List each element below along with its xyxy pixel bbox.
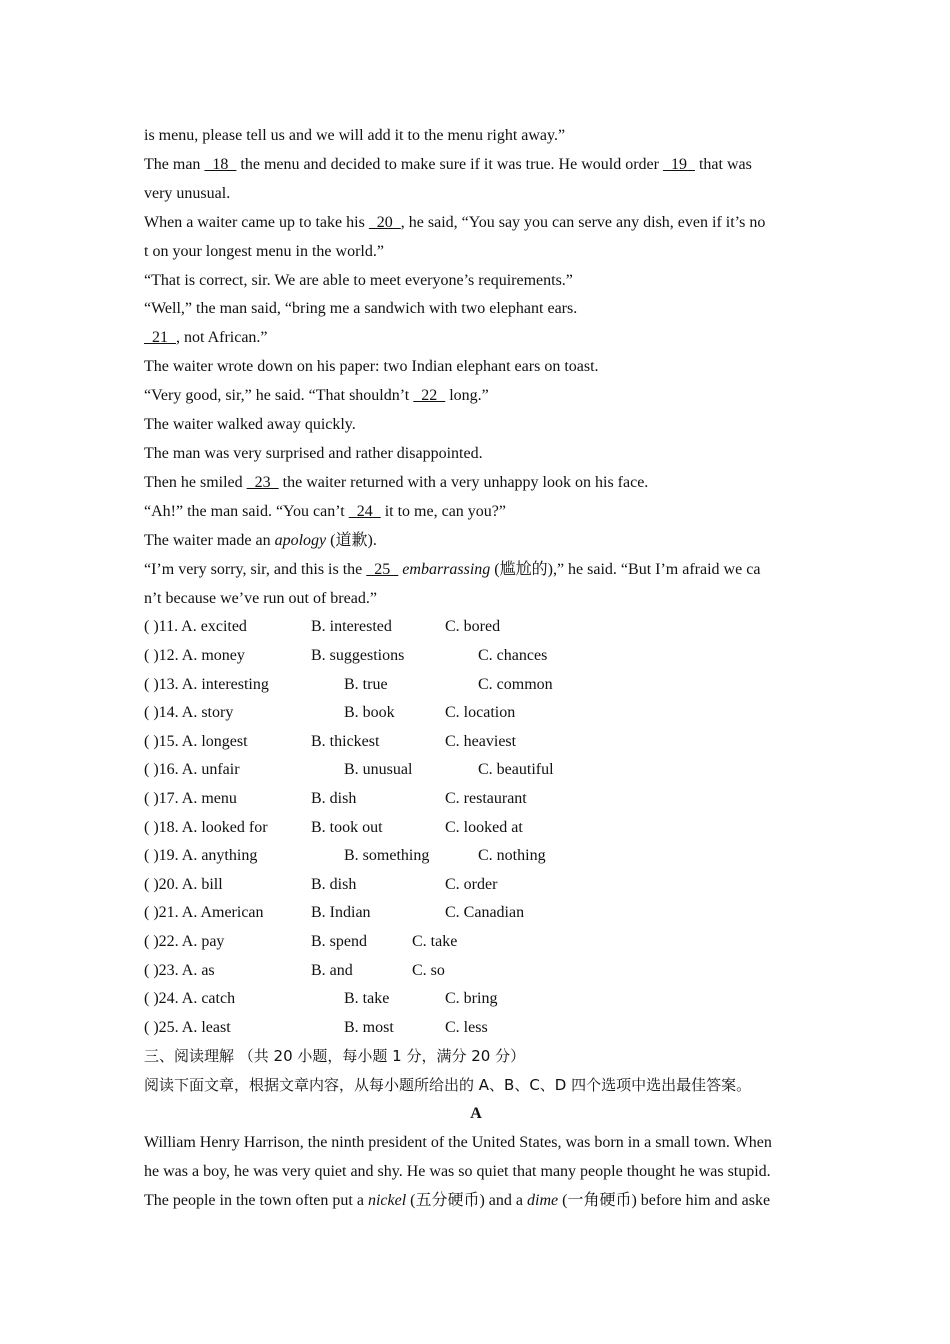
question-stem: ( )23. A. as <box>144 961 215 979</box>
passage-line <box>144 209 808 238</box>
option-c: C. nothing <box>478 847 546 865</box>
question-row <box>144 756 808 785</box>
option-b: B. something <box>344 847 430 865</box>
passage-line: n’t because we’ve run out of bread.” <box>144 589 377 607</box>
text: (道歉). <box>326 531 377 549</box>
passage-line: The waiter wrote down on his paper: two Indian elephant ears on toast. <box>144 358 599 376</box>
text: “Ah!” the man said. “You can’t <box>144 502 349 520</box>
italic-word: apology <box>274 531 327 549</box>
italic-word: embarrassing <box>402 560 491 578</box>
page-content <box>144 122 808 1216</box>
question-row <box>144 928 808 957</box>
question-stem: ( )20. A. bill <box>144 875 223 893</box>
blank-18: 18 <box>204 155 237 173</box>
option-b: B. took out <box>311 818 383 836</box>
text: the menu and decided to make sure if it was true. He would order <box>236 155 663 173</box>
question-row <box>144 842 808 871</box>
question-stem: ( )11. A. excited <box>144 618 247 636</box>
text: The waiter made an <box>144 531 275 549</box>
text: (一角硬币) before him and aske <box>558 1191 771 1209</box>
text: (五分硬币) and a <box>406 1191 528 1209</box>
question-stem: ( )25. A. least <box>144 1018 231 1036</box>
passage-line: is menu, please tell us and we will add it to the menu right away.” <box>144 127 566 144</box>
option-c: C. restaurant <box>445 789 527 807</box>
passage-line: “That is correct, sir. We are able to meet everyone’s requirements.” <box>144 271 573 289</box>
blank-25: 25 <box>366 560 399 578</box>
question-stem: ( )17. A. menu <box>144 789 237 807</box>
question-stem: ( )18. A. looked for <box>144 818 268 836</box>
text: The man <box>144 155 205 173</box>
passage-line <box>144 151 808 180</box>
option-c: C. take <box>412 932 458 950</box>
option-c: C. bring <box>445 990 498 1008</box>
option-b: B. suggestions <box>311 647 405 664</box>
option-b: B. book <box>344 704 395 722</box>
italic-word: nickel <box>367 1191 407 1209</box>
question-row <box>144 985 808 1014</box>
option-b: B. dish <box>311 875 357 893</box>
part-title: A <box>470 1105 482 1123</box>
question-row <box>144 899 808 928</box>
option-b: B. take <box>344 990 390 1008</box>
passage-line <box>144 469 808 498</box>
option-c: C. so <box>412 961 445 979</box>
question-row <box>144 871 808 900</box>
text: (尴尬的),” he said. “But I’m afraid we ca <box>490 560 761 578</box>
option-c: C. location <box>445 704 516 722</box>
option-c: C. heaviest <box>445 732 517 750</box>
option-b: B. unusual <box>344 761 413 779</box>
blank-21: 21 <box>144 329 176 347</box>
text: Then he smiled <box>144 473 247 491</box>
option-b: B. thickest <box>311 732 380 750</box>
blank-20: 20 <box>368 213 401 231</box>
option-c: C. bored <box>445 618 501 636</box>
question-row <box>144 814 808 843</box>
passage-line: t on your longest menu in the world.” <box>144 242 384 260</box>
question-row <box>144 671 808 700</box>
question-stem: ( )16. A. unfair <box>144 761 240 779</box>
question-row <box>144 957 808 986</box>
question-stem: ( )21. A. American <box>144 904 264 922</box>
option-c: C. looked at <box>445 818 523 836</box>
question-stem: ( )22. A. pay <box>144 932 225 950</box>
option-c: C. less <box>445 1018 488 1036</box>
question-row <box>144 1014 808 1043</box>
option-b: B. dish <box>311 789 357 807</box>
option-c: C. beautiful <box>478 761 554 779</box>
blank-23: 23 <box>246 473 279 491</box>
section-heading: 三、阅读理解 （共 20 小题，每小题 1 分，满分 20 分） <box>144 1047 526 1066</box>
text: long.” <box>445 387 489 405</box>
passage-line <box>144 498 808 527</box>
option-c: C. order <box>445 875 498 893</box>
question-stem: ( )24. A. catch <box>144 990 236 1008</box>
text: When a waiter came up to take his <box>144 213 369 231</box>
text: the waiter returned with a very unhappy look on his face. <box>278 473 649 491</box>
text: “Very good, sir,” he said. “That shouldn’t <box>144 387 414 405</box>
passage-line <box>144 324 808 353</box>
reading-line <box>144 1187 808 1216</box>
text: , he said, “You say you can serve any dish, even if it’s no <box>400 213 766 231</box>
reading-line: he was a boy, he was very quiet and shy. He was so quiet that many people thought he was stupid. <box>144 1162 771 1180</box>
text: , not African.” <box>176 329 268 347</box>
option-b: B. true <box>344 675 388 693</box>
reading-line: William Henry Harrison, the ninth president of the United States, was born in a small town. When <box>144 1134 772 1152</box>
option-b: B. spend <box>311 932 367 950</box>
passage-line <box>144 527 808 556</box>
text: it to me, can you?” <box>380 502 506 520</box>
question-row <box>144 728 808 757</box>
blank-24: 24 <box>348 502 381 520</box>
passage-line: “Well,” the man said, “bring me a sandwich with two elephant ears. <box>144 300 578 318</box>
question-row <box>144 613 808 642</box>
question-stem: ( )12. A. money <box>144 647 245 664</box>
question-stem: ( )14. A. story <box>144 704 234 722</box>
passage-line: The waiter walked away quickly. <box>144 416 356 434</box>
passage-line: very unusual. <box>144 184 231 202</box>
question-stem: ( )15. A. longest <box>144 732 248 750</box>
question-stem: ( )13. A. interesting <box>144 675 269 693</box>
text: The people in the town often put a <box>144 1191 368 1209</box>
option-b: B. most <box>344 1018 394 1036</box>
passage-line <box>144 556 808 585</box>
option-c: C. chances <box>478 647 548 664</box>
section-instruction: 阅读下面文章，根据文章内容，从每小题所给出的 A、B、C、D 四个选项中选出最佳答案。 <box>144 1076 752 1095</box>
passage-line <box>144 382 808 411</box>
option-b: B. Indian <box>311 904 371 922</box>
question-row <box>144 699 808 728</box>
italic-word: dime <box>527 1191 559 1209</box>
option-b: B. interested <box>311 618 392 636</box>
blank-22: 22 <box>413 387 446 405</box>
option-c: C. common <box>478 675 553 693</box>
blank-19: 19 <box>662 155 695 173</box>
question-stem: ( )19. A. anything <box>144 847 258 865</box>
question-row <box>144 642 808 671</box>
option-b: B. and <box>311 961 353 979</box>
passage-line: The man was very surprised and rather disappointed. <box>144 444 483 462</box>
text: “I’m very sorry, sir, and this is the <box>144 560 367 578</box>
question-row <box>144 785 808 814</box>
text: that was <box>694 155 752 173</box>
option-c: C. Canadian <box>445 904 525 922</box>
